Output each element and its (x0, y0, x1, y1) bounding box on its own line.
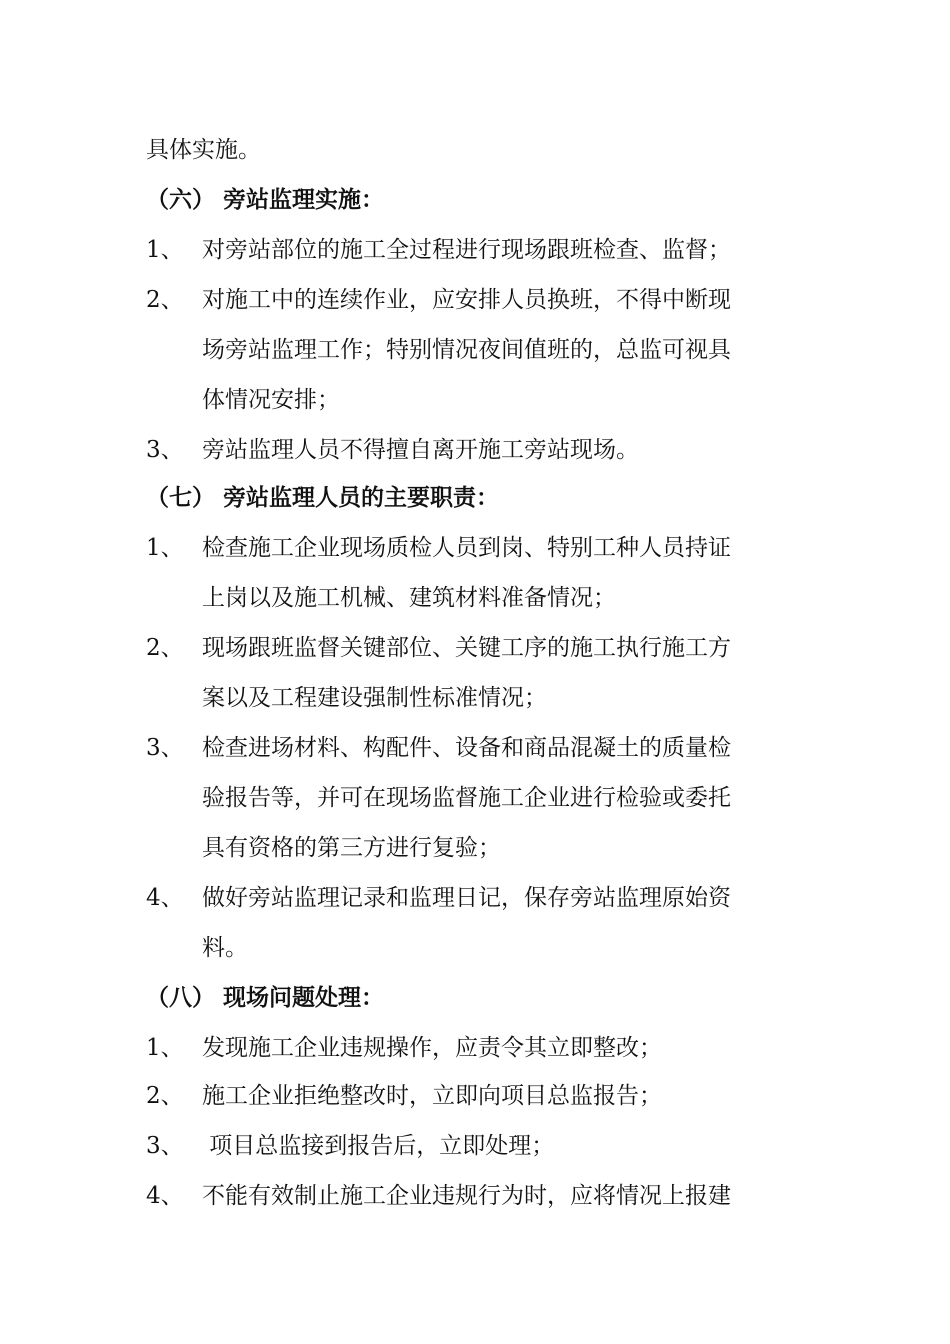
item-text: 施工企业拒绝整改时，立即向项目总监报告； (202, 1083, 662, 1109)
item-number: 4、 (146, 1183, 184, 1209)
item-number: 3、 (146, 1133, 184, 1159)
item-text-continuation: 料。 (202, 935, 248, 961)
item-number: 2、 (146, 287, 184, 313)
item-text: 发现施工企业违规操作，应责令其立即整改； (202, 1035, 662, 1061)
item-number: 3、 (146, 437, 184, 463)
item-text-continuation: 场旁站监理工作；特别情况夜间值班的，总监可视具 (202, 337, 731, 363)
item-text-continuation: 上岗以及施工机械、建筑材料准备情况； (202, 585, 616, 611)
section-heading: （八） 现场问题处理： (146, 984, 385, 1011)
item-number: 1、 (146, 1035, 184, 1061)
item-text: 项目总监接到报告后，立即处理； (202, 1133, 555, 1159)
section-heading: （六） 旁站监理实施： (146, 186, 385, 213)
item-text: 做好旁站监理记录和监理日记，保存旁站监理原始资 (202, 885, 731, 911)
item-text: 检查施工企业现场质检人员到岗、特别工种人员持证 (202, 535, 731, 561)
item-number: 3、 (146, 735, 184, 761)
item-text: 不能有效制止施工企业违规行为时，应将情况上报建 (202, 1183, 731, 1209)
intro-text: 具体实施。 (146, 137, 261, 163)
item-text: 对旁站部位的施工全过程进行现场跟班检查、监督； (202, 237, 731, 263)
item-number: 1、 (146, 237, 184, 263)
section-heading: （七） 旁站监理人员的主要职责： (146, 484, 500, 511)
item-text: 对施工中的连续作业，应安排人员换班，不得中断现 (202, 287, 731, 313)
item-text: 旁站监理人员不得擅自离开施工旁站现场。 (202, 437, 639, 463)
item-text: 检查进场材料、构配件、设备和商品混凝土的质量检 (202, 735, 731, 761)
item-text-continuation: 体情况安排； (202, 387, 340, 413)
item-text-continuation: 验报告等，并可在现场监督施工企业进行检验或委托 (202, 785, 731, 811)
item-text-continuation: 具有资格的第三方进行复验； (202, 835, 501, 861)
item-text-continuation: 案以及工程建设强制性标准情况； (202, 685, 547, 711)
item-text: 现场跟班监督关键部位、关键工序的施工执行施工方 (202, 635, 731, 661)
item-number: 1、 (146, 535, 184, 561)
item-number: 2、 (146, 635, 184, 661)
item-number: 4、 (146, 885, 184, 911)
item-number: 2、 (146, 1083, 184, 1109)
